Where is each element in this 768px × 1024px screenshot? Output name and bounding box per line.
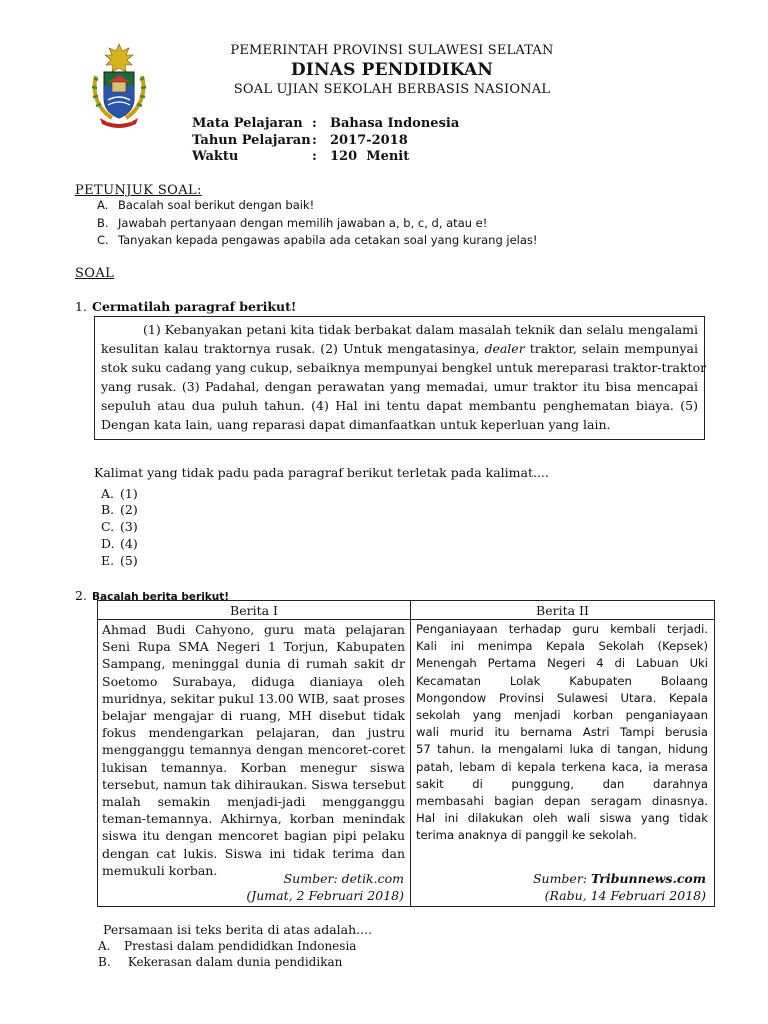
news-line: fokus mendengarkan pelajaran, dan justru bbox=[102, 725, 405, 741]
agency-title: DINAS PENDIDIKAN bbox=[290, 60, 494, 80]
instruction-letter: C. bbox=[97, 233, 109, 247]
paragraph-line-dealer: kesulitan kalau traktornya rusak. (2) Untuk mengatasinya, dealer traktor, selain mempunyai bbox=[101, 341, 698, 356]
news-2-header: Berita II bbox=[536, 603, 589, 618]
paragraph-line: (1) Kebanyakan petani kita tidak berbakat dalam masalah teknik dan selalu mengalami bbox=[143, 322, 698, 337]
meta-label: Tahun Pelajaran bbox=[192, 133, 311, 148]
meta-separator: : bbox=[312, 116, 317, 131]
question-1-stem: Kalimat yang tidak padu pada paragraf berikut terletak pada kalimat.... bbox=[94, 465, 549, 480]
question-2-stem: Persamaan isi teks berita di atas adalah.... bbox=[103, 922, 373, 937]
option-text: (5) bbox=[120, 553, 138, 568]
news-line: sekolah yang menjadi korban penganiayaan bbox=[416, 708, 708, 722]
answer-option[interactable] bbox=[101, 536, 138, 551]
meta-separator: : bbox=[312, 149, 317, 164]
meta-separator: : bbox=[312, 133, 317, 148]
news-line: malah semakin menjadi-jadi mengganggu bbox=[102, 794, 405, 809]
news-line: Seni Rupa SMA Negeri 1 Torjun, Kabupaten bbox=[102, 639, 405, 655]
meta-value: 2017-2018 bbox=[330, 133, 408, 148]
soal-title: SOAL bbox=[75, 266, 115, 281]
option-letter: A. bbox=[98, 939, 111, 953]
news-line: Menengah Pertama Negeri 4 di Labuan Uki bbox=[416, 656, 708, 671]
question-prompt: Cermatilah paragraf berikut! bbox=[92, 299, 297, 314]
paragraph-line: sepuluh atau dua puluh tahun. (4) Hal ini tentu dapat membantu penghematan biaya. (5) bbox=[101, 398, 698, 413]
meta-value: Bahasa Indonesia bbox=[330, 116, 460, 131]
source-label: Sumber: bbox=[532, 871, 591, 886]
meta-value: 120 Menit bbox=[330, 149, 410, 164]
option-letter: B. bbox=[98, 955, 111, 969]
meta-label: Waktu bbox=[192, 149, 239, 164]
answer-option[interactable] bbox=[101, 553, 138, 568]
news-line: patah, lebam di kepala terkena kaca, ia merasa bbox=[416, 759, 708, 774]
news-line: terima anaknya di panggil ke sekolah. bbox=[416, 828, 637, 843]
news-line: Penganiayaan terhadap guru kembali terjadi. bbox=[416, 622, 708, 636]
paragraph-line: stok suku cadang yang cukup, sebaiknya mempunyai bengkel untuk mereparasi traktor-traktor bbox=[101, 360, 707, 375]
question-prompt: Bacalah berita berikut! bbox=[92, 591, 230, 603]
question-1-header bbox=[75, 299, 296, 314]
news-line: Hal ini dilakukan oleh wali siswa yang tidak bbox=[416, 811, 708, 826]
news-line: Mongondow Provinsi Sulawesi Utara. Kepala bbox=[416, 690, 708, 705]
instruction-item bbox=[97, 216, 487, 230]
news-line: Kali ini menimpa Kepala Sekolah (Kepsek) bbox=[416, 639, 708, 654]
government-title: PEMERINTAH PROVINSI SULAWESI SELATAN bbox=[230, 43, 554, 58]
paragraph-line: Dengan kata lain, uang reparasi dapat dimanfaatkan untuk keperluan yang lain. bbox=[101, 417, 611, 432]
news-line: memukuli korban. bbox=[102, 862, 218, 878]
option-text: (4) bbox=[120, 536, 138, 551]
news-line: Sampang, meninggal dunia di rumah sakit dr bbox=[102, 656, 405, 672]
option-text: Kekerasan dalam dunia pendidikan bbox=[124, 955, 343, 969]
answer-option[interactable] bbox=[98, 955, 342, 969]
meta-label: Mata Pelajaran bbox=[192, 116, 303, 131]
paragraph-box bbox=[94, 316, 705, 440]
instruction-text: Bacalah soal berikut dengan baik! bbox=[118, 198, 315, 212]
option-text: (1) bbox=[120, 486, 138, 501]
option-text: (3) bbox=[120, 519, 138, 534]
instruction-text: Tanyakan kepada pengawas apabila ada cetakan soal yang kurang jelas! bbox=[118, 233, 538, 247]
instructions-title: PETUNJUK SOAL: bbox=[75, 183, 202, 198]
option-letter: B. bbox=[101, 502, 115, 517]
news-line: teman-temannya. Akhirnya, korban menindak bbox=[102, 811, 405, 827]
news-line: lukisan temannya. Korban menegur siswa bbox=[102, 759, 405, 775]
news-line: tersebut, namun tak dihiraukan. Siswa tersebut bbox=[102, 776, 406, 792]
header-divider bbox=[98, 619, 714, 620]
question-number: 1. bbox=[75, 299, 87, 314]
option-text: Prestasi dalam pendididkan Indonesia bbox=[124, 939, 357, 953]
answer-option[interactable] bbox=[101, 486, 138, 501]
news-2-date: (Rabu, 14 Februari 2018) bbox=[544, 888, 706, 903]
option-letter: A. bbox=[101, 486, 115, 501]
news-line: membasahi bagian depan seragam dinasnya. bbox=[416, 794, 708, 808]
option-text: (2) bbox=[120, 502, 138, 517]
option-letter: C. bbox=[101, 519, 115, 534]
answer-option[interactable] bbox=[101, 502, 138, 517]
news-line: mengganggu temannya dengan mencoret-coret bbox=[102, 742, 405, 758]
column-divider bbox=[410, 601, 411, 906]
news-1-header: Berita I bbox=[230, 603, 278, 618]
news-table bbox=[97, 600, 715, 907]
instruction-letter: A. bbox=[97, 198, 109, 212]
source-name: detik.com bbox=[341, 871, 404, 886]
news-line: dengan cat lukis. Siswa ini tidak terima dan bbox=[102, 845, 405, 861]
source-label: Sumber: bbox=[283, 871, 342, 886]
instruction-item bbox=[97, 198, 314, 212]
news-line: siswa itu dengan mencoret bagian pipi pelaku bbox=[102, 828, 405, 844]
news-1-source bbox=[284, 871, 404, 886]
paragraph-line: yang rusak. (3) Padahal, dengan perawatan yang memadai, umur traktor itu bisa mencapai bbox=[101, 379, 698, 394]
provincial-emblem-icon bbox=[88, 42, 150, 128]
exam-title: SOAL UJIAN SEKOLAH BERBASIS NASIONAL bbox=[233, 82, 551, 97]
news-line: sakit di punggung, dan darahnya bbox=[416, 776, 708, 791]
option-letter: D. bbox=[101, 536, 115, 551]
news-line: muridnya, sekitar pukul 13.00 WIB, saat proses bbox=[102, 690, 405, 706]
news-1-date: (Jumat, 2 Februari 2018) bbox=[246, 888, 404, 903]
news-line: 57 tahun. Ia mengalami luka di tangan, hidung bbox=[416, 742, 708, 757]
source-name: Tribunnews.com bbox=[590, 871, 706, 886]
option-letter: E. bbox=[101, 553, 115, 568]
instruction-text: Jawabah pertanyaan dengan memilih jawaban a, b, c, d, atau e! bbox=[118, 216, 488, 230]
news-line: belajar mengajar di ruang, MH disebut tidak bbox=[102, 708, 405, 723]
news-2-source bbox=[533, 871, 706, 886]
instruction-item bbox=[97, 233, 538, 247]
answer-option[interactable] bbox=[98, 939, 356, 953]
news-line: Soetomo Surabaya, diduga dianiaya oleh bbox=[102, 673, 405, 689]
news-line: Ahmad Budi Cahyono, guru mata pelajaran bbox=[102, 622, 405, 637]
answer-option[interactable] bbox=[101, 519, 138, 534]
news-line: Kecamatan Lolak Kabupaten Bolaang bbox=[416, 673, 708, 688]
instruction-letter: B. bbox=[97, 216, 109, 230]
news-line: wali murid itu bernama Astri Tampi berusia bbox=[416, 725, 708, 740]
question-number: 2. bbox=[75, 588, 87, 603]
